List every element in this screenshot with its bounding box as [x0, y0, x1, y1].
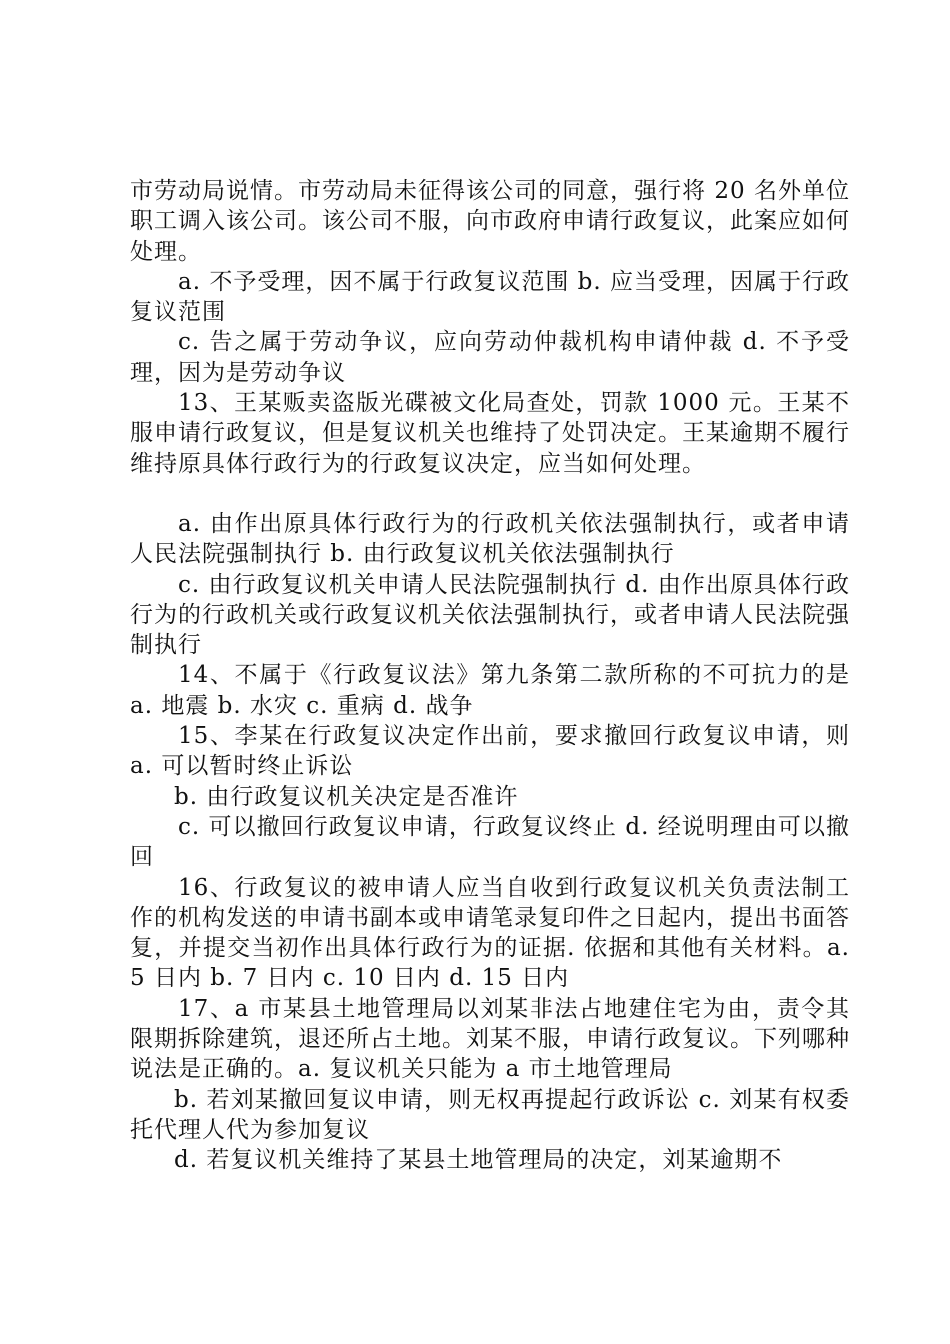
paragraph-question-17: 17、a 市某县土地管理局以刘某非法占地建住宅为由，责令其限期拆除建筑，退还所占土地。刘某不服，申请行政复议。下列哪种说法是正确的。a. 复议机关只能为 a 市土地管理局: [130, 995, 850, 1083]
paragraph-q15-option-b: b. 由行政复议机关决定是否准许: [174, 783, 519, 810]
paragraph-option-c-d: c. 告之属于劳动争议，应向劳动仲裁机构申请仲裁 d. 不予受理，因为是劳动争议: [130, 329, 850, 386]
paragraph-case-intro: 市劳动局说情。市劳动局未征得该公司的同意，强行将 20 名外单位职工调入该公司。该公司不服，向市政府申请行政复议，此案应如何处理。: [130, 178, 850, 265]
paragraph-option-a-b: a. 不予受理，因不属于行政复议范围 b. 应当受理，因属于行政复议范围: [130, 268, 850, 326]
paragraph-q13-option-c-d: c. 由行政复议机关申请人民法院强制执行 d. 由作出原具体行政行为的行政机关或行政复议机关依法强制执行，或者申请人民法院强制执行: [130, 571, 850, 659]
paragraph-question-13: 13、王某贩卖盗版光碟被文化局查处，罚款 1000 元。王某不服申请行政复议，但是复议机关也维持了处罚决定。王某逾期不履行维持原具体行政行为的行政复议决定，应当如何处理。: [130, 390, 850, 477]
paragraph-question-15: 15、李某在行政复议决定作出前，要求撤回行政复议申请，则 a. 可以暂时终止诉讼: [130, 723, 850, 780]
paragraph-question-14: 14、不属于《行政复议法》第九条第二款所称的不可抗力的是 a. 地震 b. 水灾 c. 重病 d. 战争: [130, 662, 850, 719]
paragraph-q17-option-b-c: b. 若刘某撤回复议申请，则无权再提起行政诉讼 c. 刘某有权委托代理人代为参加复议: [130, 1086, 850, 1143]
paragraph-q17-option-d: d. 若复议机关维持了某县土地管理局的决定，刘某逾期不: [174, 1147, 783, 1174]
paragraph-question-16: 16、行政复议的被申请人应当自收到行政复议机关负责法制工作的机构发送的申请书副本或申请笔录复印件之日起内，提出书面答复，并提交当初作出具体行政行为的证据. 依据和其他有关材料。a. 5 日内 b. 7 日内 c. 10 日内 d. 15 日内: [130, 874, 850, 992]
document-body: [130, 176, 850, 1176]
paragraph-q13-option-a-b: a. 由作出原具体行政行为的行政机关依法强制执行，或者申请人民法院强制执行 b. 由行政复议机关依法强制执行: [130, 510, 850, 568]
paragraph-q15-option-c-d: c. 可以撤回行政复议申请，行政复议终止 d. 经说明理由可以撤回: [130, 813, 850, 871]
